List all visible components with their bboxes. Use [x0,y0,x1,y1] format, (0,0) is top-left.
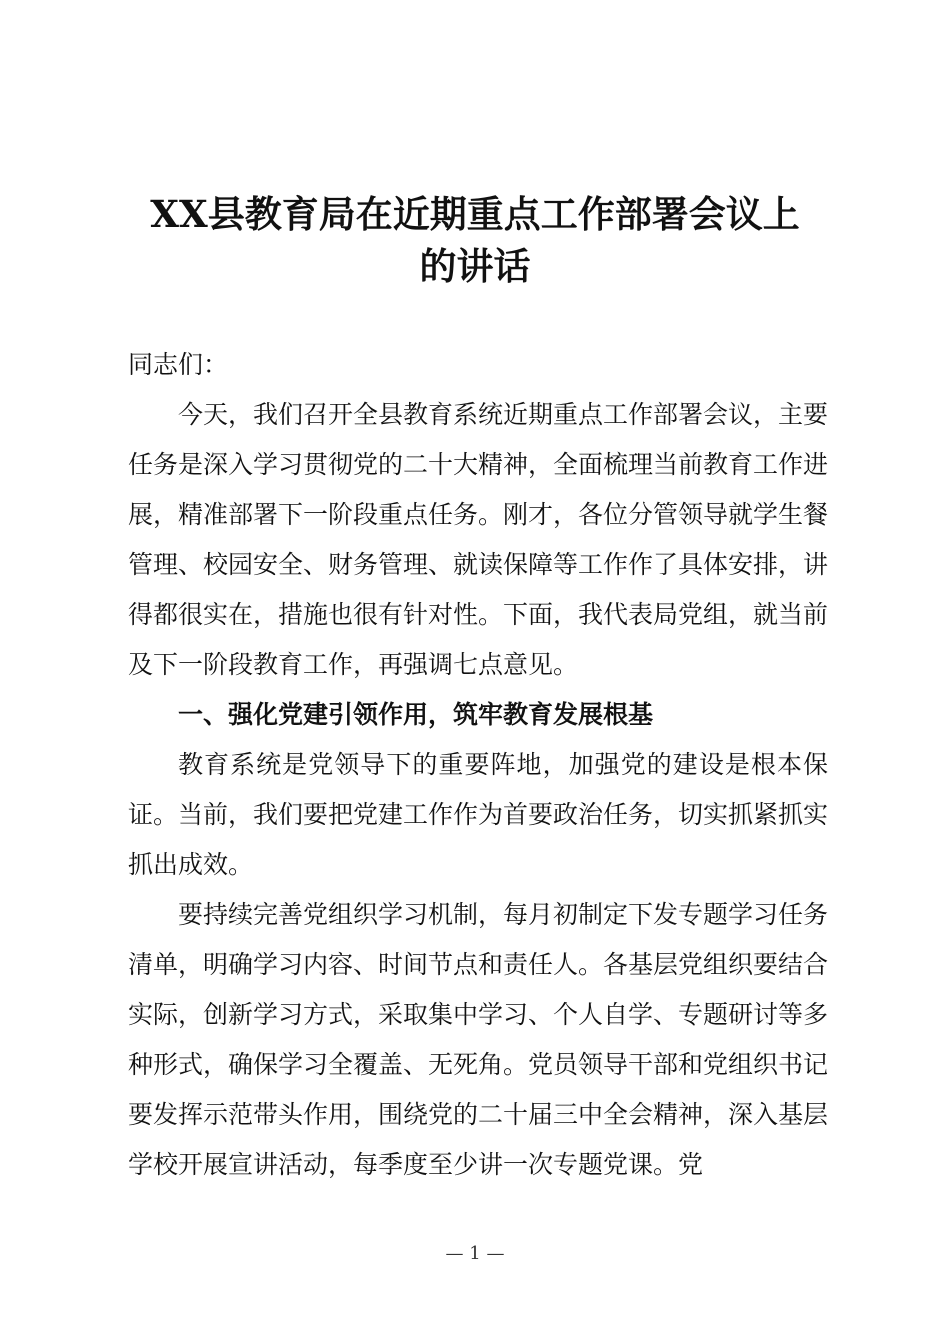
document-title [110,188,840,292]
paragraph-section-1a: 教育系统是党领导下的重要阵地，加强党的建设是根本保证。当前，我们要把党建工作作为首要政治任务，切实抓紧抓实抓出成效。 [128,750,829,879]
paragraph-section-1b: 要持续完善党组织学习机制，每月初制定下发专题学习任务清单，明确学习内容、时间节点和责任人。各基层党组织要结合实际，创新学习方式，采取集中学习、个人自学、专题研讨等多种形式，确保学习全覆盖、无死角。党员领导干部和党组织书记要发挥示范带头作用，围绕党的二十届三中全会精神，深入基层学校开展宣讲活动，每季度至少讲一次专题党课。党 [128,900,829,1179]
section-heading-1: 一、强化党建引领作用，筑牢教育发展根基 [178,700,654,729]
document-body [128,340,828,1190]
paragraph-intro: 今天，我们召开全县教育系统近期重点工作部署会议，主要任务是深入学习贯彻党的二十大精神，全面梳理当前教育工作进展，精准部署下一阶段重点任务。刚才，各位分管领导就学生餐管理、校园安全、财务管理、就读保障等工作作了具体安排，讲得都很实在，措施也很有针对性。下面，我代表局党组，就当前及下一阶段教育工作，再强调七点意见。 [128,400,829,679]
page-number: — 1 — [445,1243,505,1264]
salutation: 同志们： [128,350,229,379]
title-line-1: XX县教育局在近期重点工作部署会议上 [150,192,800,236]
title-line-2: 的讲话 [419,244,531,288]
